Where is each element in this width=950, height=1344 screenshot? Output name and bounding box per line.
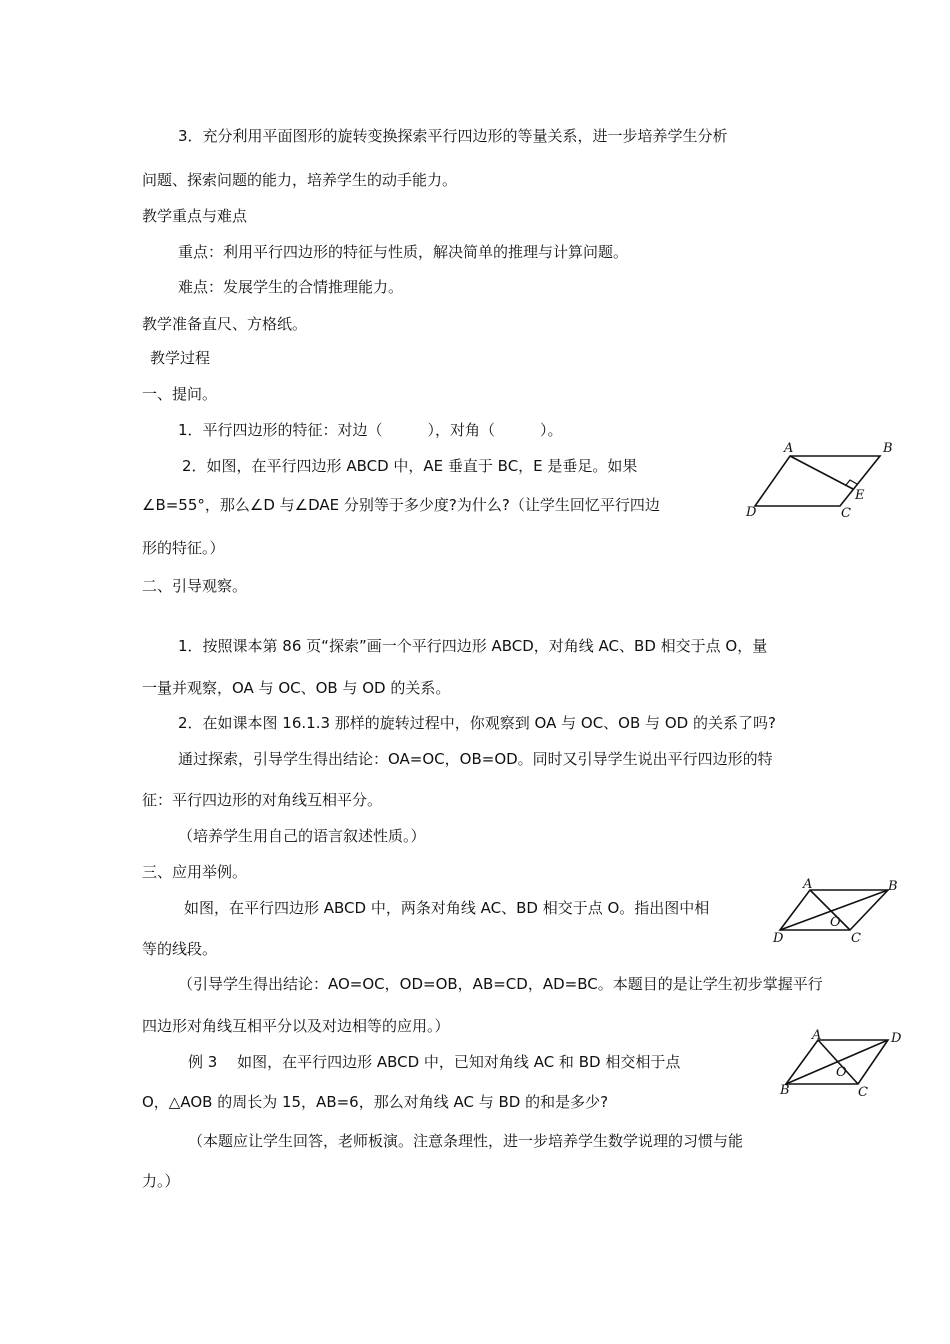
text-line: 教学准备直尺、方格纸。 [142, 315, 308, 333]
label-c: C [851, 931, 861, 946]
label-e: E [855, 488, 865, 503]
section-heading: 教学过程 [150, 349, 211, 367]
text-line: 2．如图，在平行四边形 ABCD 中，AE 垂直于 BC，E 是垂足。如果 [182, 457, 638, 475]
text-line: 难点：发展学生的合情推理能力。 [178, 278, 404, 296]
label-d: D [746, 505, 757, 518]
text-line: （本题应让学生回答，老师板演。注意条理性，进一步培养学生数学说理的习惯与能 [188, 1132, 744, 1150]
label-o: O [836, 1065, 847, 1080]
parallelogram-figure-diagonals [770, 878, 905, 948]
label-b: B [780, 1083, 790, 1098]
label-c: C [858, 1085, 868, 1100]
text-line: 3．充分利用平面图形的旋转变换探索平行四边形的等量关系，进一步培养学生分析 [178, 127, 728, 145]
label-b: B [888, 879, 898, 894]
text-line: O，△AOB 的周长为 15，AB=6，那么对角线 AC 与 BD 的和是多少? [142, 1093, 609, 1111]
text-line: 重点：利用平行四边形的特征与性质，解决简单的推理与计算问题。 [178, 243, 629, 261]
label-a: A [803, 878, 813, 892]
text-line: 通过探索，引导学生得出结论：OA=OC，OB=OD。同时又引导学生说出平行四边形的特 [178, 750, 773, 768]
text-line: （培养学生用自己的语言叙述性质。） [178, 827, 426, 845]
label-a: A [784, 441, 794, 456]
parallelogram-figure-example3 [776, 1028, 908, 1100]
parallelogram-figure-altitude [740, 436, 900, 518]
label-c: C [841, 506, 851, 518]
text-line: 例 3 如图，在平行四边形 ABCD 中，已知对角线 AC 和 BD 相交相于点 [188, 1053, 681, 1071]
text-line: （引导学生得出结论：AO=OC，OD=OB，AB=CD，AD=BC。本题目的是让学生初步掌握平行 [178, 975, 823, 993]
text-line: 征：平行四边形的对角线互相平分。 [142, 791, 383, 809]
text-line: 力。） [142, 1172, 180, 1190]
text-line: ∠B=55°，那么∠D 与∠DAE 分别等于多少度?为什么?（让学生回忆平行四边 [142, 496, 660, 514]
right-angle-mark [846, 480, 857, 485]
text-line: 如图，在平行四边形 ABCD 中，两条对角线 AC、BD 相交于点 O。指出图中相 [184, 899, 710, 917]
text-line: 2．在如课本图 16.1.3 那样的旋转过程中，你观察到 OA 与 OC、OB 与 OD 的关系了吗? [178, 714, 776, 732]
label-o: O [830, 915, 841, 930]
label-a: A [812, 1028, 822, 1043]
text-line: 一量并观察，OA 与 OC、OB 与 OD 的关系。 [142, 679, 451, 697]
section-heading: 二、引导观察。 [142, 577, 248, 595]
label-d: D [891, 1031, 902, 1046]
text-line: 四边形对角线互相平分以及对边相等的应用。） [142, 1017, 450, 1035]
text-line: 1．按照课本第 86 页“探索”画一个平行四边形 ABCD，对角线 AC、BD 相交于点 O，量 [178, 637, 768, 655]
segment-ae [790, 456, 853, 489]
text-line: 问题、探索问题的能力，培养学生的动手能力。 [142, 171, 458, 189]
label-b: B [883, 441, 893, 456]
text-line: 形的特征。） [142, 539, 225, 557]
section-heading: 一、提问。 [142, 385, 218, 403]
section-heading: 教学重点与难点 [142, 207, 248, 225]
section-heading: 三、应用举例。 [142, 863, 248, 881]
text-line: 1．平行四边形的特征：对边（ ），对角（ ）。 [178, 421, 563, 439]
text-line: 等的线段。 [142, 940, 218, 958]
label-d: D [773, 931, 784, 946]
